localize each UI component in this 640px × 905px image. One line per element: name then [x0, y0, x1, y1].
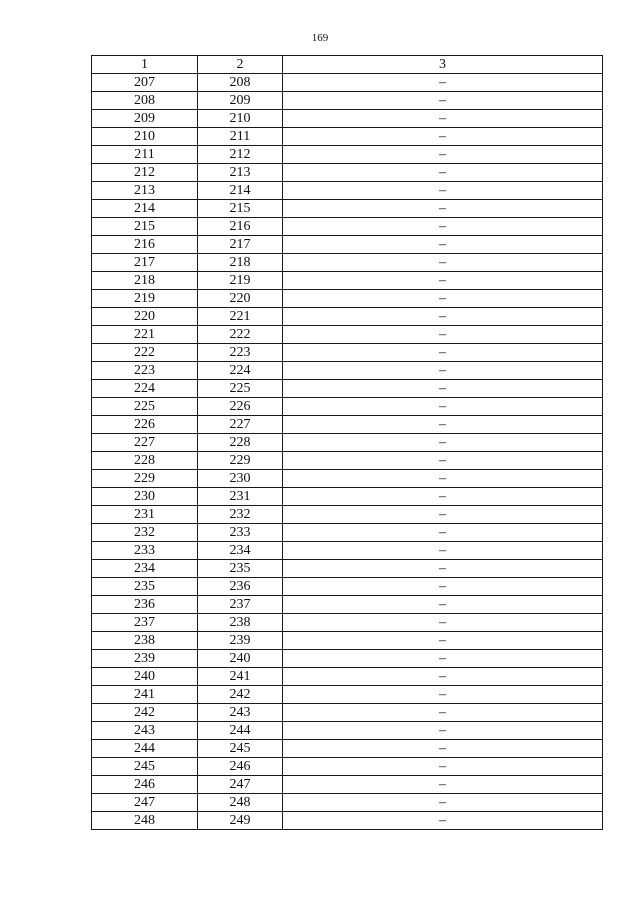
- cell-col-2: 210: [198, 110, 283, 128]
- cell-col-2: 243: [198, 704, 283, 722]
- cell-col-3: –: [283, 416, 603, 434]
- table-row: [92, 254, 603, 272]
- table-row: [92, 416, 603, 434]
- table-row: [92, 92, 603, 110]
- cell-col-1: 207: [92, 74, 198, 92]
- cell-col-3: –: [283, 560, 603, 578]
- cell-col-3: –: [283, 344, 603, 362]
- cell-col-3: –: [283, 776, 603, 794]
- cell-col-2: 245: [198, 740, 283, 758]
- cell-col-2: 208: [198, 74, 283, 92]
- cell-col-2: 227: [198, 416, 283, 434]
- cell-col-2: 241: [198, 668, 283, 686]
- table-row: [92, 164, 603, 182]
- cell-col-3: –: [283, 308, 603, 326]
- cell-col-1: 217: [92, 254, 198, 272]
- table-row: [92, 650, 603, 668]
- cell-col-3: –: [283, 110, 603, 128]
- cell-col-1: 222: [92, 344, 198, 362]
- cell-col-3: –: [283, 524, 603, 542]
- cell-col-3: –: [283, 794, 603, 812]
- cell-col-1: 239: [92, 650, 198, 668]
- cell-col-3: –: [283, 506, 603, 524]
- table-header-row: [92, 56, 603, 74]
- cell-col-1: 208: [92, 92, 198, 110]
- cell-col-3: –: [283, 650, 603, 668]
- cell-col-3: –: [283, 380, 603, 398]
- cell-col-1: 219: [92, 290, 198, 308]
- table-row: [92, 794, 603, 812]
- cell-col-1: 214: [92, 200, 198, 218]
- cell-col-2: 233: [198, 524, 283, 542]
- table-row: [92, 146, 603, 164]
- cell-col-1: 225: [92, 398, 198, 416]
- cell-col-1: 223: [92, 362, 198, 380]
- cell-col-1: 242: [92, 704, 198, 722]
- cell-col-3: –: [283, 812, 603, 830]
- cell-col-1: 221: [92, 326, 198, 344]
- table-row: [92, 272, 603, 290]
- cell-col-3: –: [283, 218, 603, 236]
- column-header-3: 3: [283, 56, 603, 74]
- cell-col-1: 230: [92, 488, 198, 506]
- cell-col-1: 234: [92, 560, 198, 578]
- cell-col-2: 228: [198, 434, 283, 452]
- cell-col-2: 242: [198, 686, 283, 704]
- cell-col-3: –: [283, 272, 603, 290]
- table-row: [92, 686, 603, 704]
- cell-col-3: –: [283, 452, 603, 470]
- table-row: [92, 488, 603, 506]
- table-row: [92, 560, 603, 578]
- table-row: [92, 362, 603, 380]
- cell-col-2: 244: [198, 722, 283, 740]
- cell-col-1: 246: [92, 776, 198, 794]
- cell-col-1: 244: [92, 740, 198, 758]
- table-row: [92, 542, 603, 560]
- table-body: [92, 74, 603, 830]
- cell-col-2: 218: [198, 254, 283, 272]
- cell-col-1: 211: [92, 146, 198, 164]
- cell-col-2: 213: [198, 164, 283, 182]
- table-row: [92, 740, 603, 758]
- table-row: [92, 344, 603, 362]
- cell-col-3: –: [283, 740, 603, 758]
- cell-col-2: 225: [198, 380, 283, 398]
- cell-col-2: 220: [198, 290, 283, 308]
- table-row: [92, 128, 603, 146]
- table-row: [92, 506, 603, 524]
- cell-col-3: –: [283, 704, 603, 722]
- table-row: [92, 704, 603, 722]
- cell-col-2: 226: [198, 398, 283, 416]
- cell-col-3: –: [283, 362, 603, 380]
- table-row: [92, 218, 603, 236]
- cell-col-1: 240: [92, 668, 198, 686]
- cell-col-2: 212: [198, 146, 283, 164]
- cell-col-2: 234: [198, 542, 283, 560]
- cell-col-1: 218: [92, 272, 198, 290]
- table-row: [92, 668, 603, 686]
- cell-col-3: –: [283, 92, 603, 110]
- cell-col-1: 241: [92, 686, 198, 704]
- page-number: 169: [311, 32, 329, 44]
- cell-col-2: 223: [198, 344, 283, 362]
- table-row: [92, 776, 603, 794]
- cell-col-1: 227: [92, 434, 198, 452]
- table-row: [92, 326, 603, 344]
- cell-col-2: 248: [198, 794, 283, 812]
- cell-col-2: 237: [198, 596, 283, 614]
- cell-col-2: 219: [198, 272, 283, 290]
- table-row: [92, 110, 603, 128]
- cell-col-2: 229: [198, 452, 283, 470]
- cell-col-3: –: [283, 254, 603, 272]
- cell-col-3: –: [283, 632, 603, 650]
- table-row: [92, 236, 603, 254]
- cell-col-1: 216: [92, 236, 198, 254]
- table-row: [92, 308, 603, 326]
- cell-col-2: 216: [198, 218, 283, 236]
- cell-col-1: 237: [92, 614, 198, 632]
- cell-col-3: –: [283, 488, 603, 506]
- cell-col-1: 224: [92, 380, 198, 398]
- table-row: [92, 380, 603, 398]
- cell-col-1: 233: [92, 542, 198, 560]
- column-header-1: 1: [92, 56, 198, 74]
- table-row: [92, 434, 603, 452]
- cell-col-1: 236: [92, 596, 198, 614]
- cell-col-2: 224: [198, 362, 283, 380]
- cell-col-3: –: [283, 614, 603, 632]
- cell-col-2: 249: [198, 812, 283, 830]
- cell-col-2: 238: [198, 614, 283, 632]
- cell-col-2: 214: [198, 182, 283, 200]
- cell-col-2: 236: [198, 578, 283, 596]
- cell-col-3: –: [283, 596, 603, 614]
- table-row: [92, 200, 603, 218]
- table-row: [92, 596, 603, 614]
- cell-col-3: –: [283, 470, 603, 488]
- cell-col-3: –: [283, 758, 603, 776]
- cell-col-1: 213: [92, 182, 198, 200]
- cell-col-3: –: [283, 236, 603, 254]
- table-row: [92, 722, 603, 740]
- cell-col-3: –: [283, 326, 603, 344]
- table-row: [92, 182, 603, 200]
- cell-col-3: –: [283, 398, 603, 416]
- cell-col-2: 246: [198, 758, 283, 776]
- cell-col-2: 215: [198, 200, 283, 218]
- cell-col-3: –: [283, 668, 603, 686]
- table-row: [92, 524, 603, 542]
- cell-col-1: 226: [92, 416, 198, 434]
- cell-col-1: 212: [92, 164, 198, 182]
- table-row: [92, 614, 603, 632]
- data-table: [91, 55, 603, 830]
- cell-col-3: –: [283, 722, 603, 740]
- cell-col-2: 217: [198, 236, 283, 254]
- cell-col-3: –: [283, 74, 603, 92]
- cell-col-3: –: [283, 578, 603, 596]
- cell-col-2: 247: [198, 776, 283, 794]
- table-row: [92, 398, 603, 416]
- cell-col-2: 231: [198, 488, 283, 506]
- table-row: [92, 452, 603, 470]
- cell-col-2: 209: [198, 92, 283, 110]
- table-row: [92, 812, 603, 830]
- cell-col-2: 232: [198, 506, 283, 524]
- cell-col-2: 230: [198, 470, 283, 488]
- table-row: [92, 290, 603, 308]
- cell-col-1: 215: [92, 218, 198, 236]
- table-row: [92, 632, 603, 650]
- cell-col-2: 239: [198, 632, 283, 650]
- cell-col-2: 221: [198, 308, 283, 326]
- cell-col-1: 228: [92, 452, 198, 470]
- table-row: [92, 758, 603, 776]
- cell-col-3: –: [283, 146, 603, 164]
- column-header-2: 2: [198, 56, 283, 74]
- cell-col-3: –: [283, 686, 603, 704]
- cell-col-3: –: [283, 200, 603, 218]
- table-row: [92, 578, 603, 596]
- cell-col-1: 220: [92, 308, 198, 326]
- cell-col-1: 210: [92, 128, 198, 146]
- cell-col-1: 209: [92, 110, 198, 128]
- cell-col-1: 229: [92, 470, 198, 488]
- cell-col-1: 243: [92, 722, 198, 740]
- cell-col-1: 235: [92, 578, 198, 596]
- cell-col-1: 232: [92, 524, 198, 542]
- cell-col-3: –: [283, 290, 603, 308]
- cell-col-3: –: [283, 164, 603, 182]
- cell-col-1: 247: [92, 794, 198, 812]
- cell-col-2: 240: [198, 650, 283, 668]
- cell-col-2: 211: [198, 128, 283, 146]
- cell-col-3: –: [283, 128, 603, 146]
- cell-col-3: –: [283, 542, 603, 560]
- cell-col-2: 222: [198, 326, 283, 344]
- cell-col-1: 245: [92, 758, 198, 776]
- cell-col-3: –: [283, 434, 603, 452]
- cell-col-2: 235: [198, 560, 283, 578]
- table-row: [92, 74, 603, 92]
- cell-col-1: 238: [92, 632, 198, 650]
- cell-col-1: 231: [92, 506, 198, 524]
- cell-col-3: –: [283, 182, 603, 200]
- cell-col-1: 248: [92, 812, 198, 830]
- table-row: [92, 470, 603, 488]
